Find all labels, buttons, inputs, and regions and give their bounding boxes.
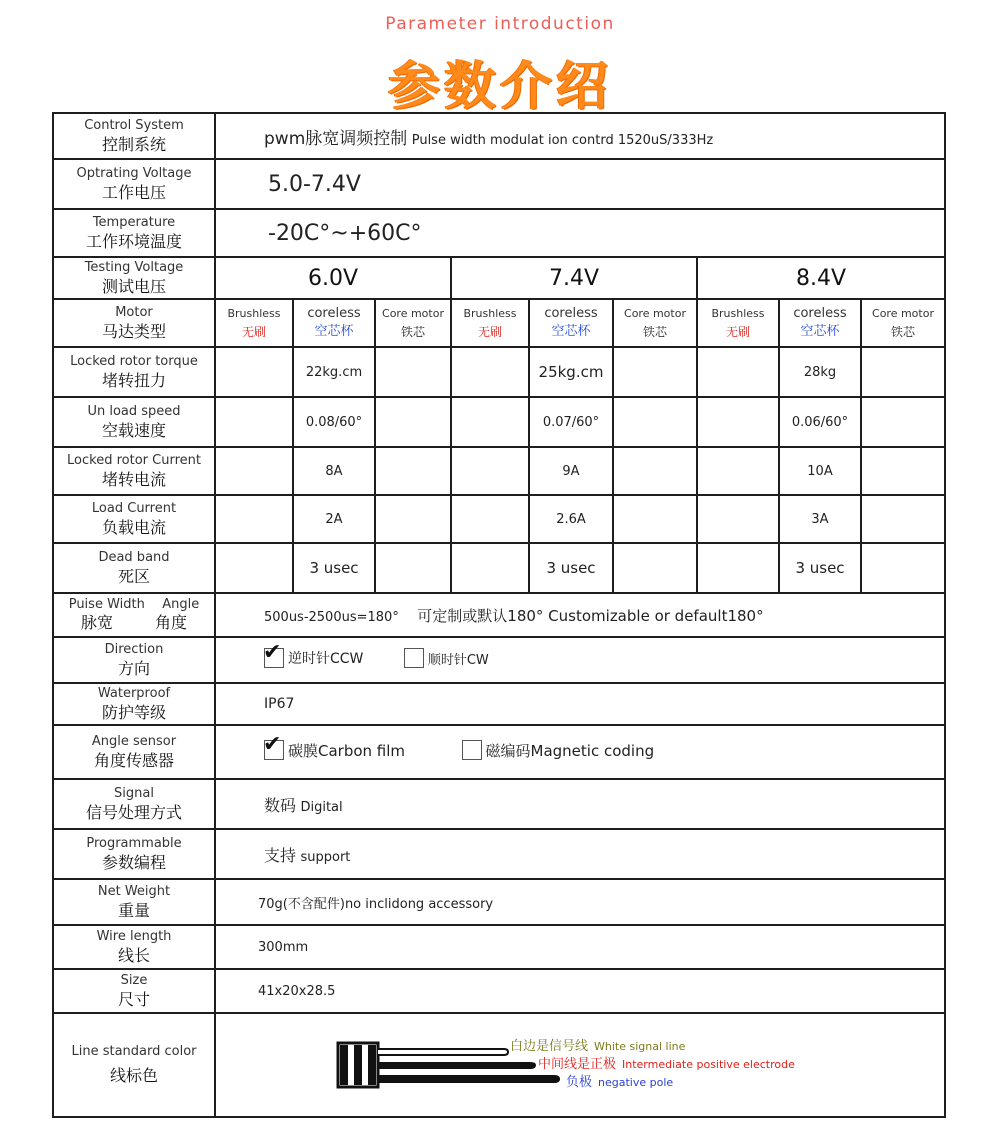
row-pulse-width — [53, 593, 945, 637]
motor-coreless — [779, 299, 861, 347]
label-en: Locked rotor torque — [70, 353, 198, 369]
row-waterproof — [53, 683, 945, 725]
motor-type-en: coreless — [793, 305, 847, 321]
label-en-pair — [54, 597, 214, 613]
label-cell — [53, 683, 215, 725]
signal-value — [215, 779, 945, 829]
label-en: Angle sensor — [91, 733, 177, 749]
motor-type-en: Core motor — [872, 306, 934, 320]
label-zh: 工作电压 — [101, 182, 166, 202]
direction-cw-label: 顺时针CW — [427, 652, 489, 668]
empty-cell — [861, 447, 945, 495]
row-line-color — [53, 1013, 945, 1117]
motor-type-en: Brushless — [711, 306, 765, 320]
row-locked-torque — [53, 347, 945, 397]
empty-cell — [451, 397, 529, 447]
row-control-system — [53, 113, 945, 159]
motor-core — [613, 299, 697, 347]
label-en: Optrating Voltage — [76, 165, 192, 181]
label-zh: 脉宽 — [80, 613, 113, 632]
white-line-zh: 白边是信号线 — [510, 1039, 589, 1054]
row-signal — [53, 779, 945, 829]
label-zh: 角度 — [154, 613, 187, 632]
label-en: Signal — [114, 785, 154, 801]
motor-type-en: coreless — [307, 305, 361, 321]
motor-type-zh: 空芯杯 — [800, 323, 840, 339]
parameter-table — [52, 112, 946, 1118]
label-cell — [53, 543, 215, 593]
middle-line-en: Intermediate positive electrode — [622, 1058, 795, 1071]
empty-cell — [697, 447, 779, 495]
label-en: Direction — [104, 641, 164, 657]
label-en: Testing Voltage — [84, 259, 184, 275]
label-zh: 负载电流 — [101, 517, 166, 537]
empty-cell — [697, 495, 779, 543]
label-en: Size — [120, 972, 148, 988]
programmable-value-zh: 支持 — [264, 845, 297, 865]
voltage-7v-header: 7.4V — [451, 257, 697, 299]
label-zh: 工作环境温度 — [85, 231, 182, 251]
sensor-value — [215, 725, 945, 779]
pulse-value — [215, 593, 945, 637]
label-zh: 马达类型 — [101, 321, 166, 341]
size-value: 41x20x28.5 — [215, 969, 945, 1013]
motor-type-en: Brushless — [227, 306, 281, 320]
row-wire-length — [53, 925, 945, 969]
dead-band-8v: 3 usec — [779, 543, 861, 593]
row-unload-speed — [53, 397, 945, 447]
motor-type-en: Brushless — [463, 306, 517, 320]
empty-cell — [697, 397, 779, 447]
wire-diagram-cell — [215, 1013, 945, 1117]
label-zh: 测试电压 — [101, 276, 166, 296]
label-cell — [53, 1013, 215, 1117]
label-en: Angle — [162, 597, 200, 612]
label-zh: 参数编程 — [101, 852, 166, 872]
voltage-value: 5.0-7.4V — [215, 159, 945, 209]
wire-diagram — [216, 1015, 944, 1115]
motor-coreless — [293, 299, 375, 347]
row-dead-band — [53, 543, 945, 593]
row-direction — [53, 637, 945, 683]
empty-cell — [861, 495, 945, 543]
empty-cell — [613, 347, 697, 397]
label-cell — [53, 347, 215, 397]
motor-brushless — [451, 299, 529, 347]
programmable-value — [215, 829, 945, 879]
signal-value-en: Digital — [300, 799, 343, 815]
empty-cell — [375, 347, 451, 397]
direction-cw-option[interactable] — [404, 648, 489, 668]
motor-type-zh: 空芯杯 — [551, 323, 591, 339]
label-zh: 方向 — [117, 658, 150, 678]
empty-cell — [215, 397, 293, 447]
motor-type-zh: 铁芯 — [642, 324, 667, 339]
label-cell — [53, 725, 215, 779]
label-cell — [53, 299, 215, 347]
torque-7v: 25kg.cm — [529, 347, 613, 397]
direction-ccw-option[interactable] — [263, 640, 364, 668]
empty-cell — [375, 543, 451, 593]
label-cell — [53, 969, 215, 1013]
empty-cell — [375, 447, 451, 495]
label-cell — [53, 829, 215, 879]
row-programmable — [53, 829, 945, 879]
empty-cell — [697, 347, 779, 397]
label-cell — [53, 925, 215, 969]
locked-current-6v: 8A — [293, 447, 375, 495]
direction-value — [215, 637, 945, 683]
label-en: Line standard color — [71, 1044, 197, 1059]
label-cell — [53, 495, 215, 543]
row-locked-current — [53, 447, 945, 495]
negative-line-label — [566, 1071, 673, 1090]
middle-line-zh: 中间线是正极 — [538, 1057, 617, 1072]
torque-8v: 28kg — [779, 347, 861, 397]
label-en: Puise Width — [68, 597, 145, 612]
label-cell — [53, 159, 215, 209]
label-en: Load Current — [91, 500, 177, 516]
label-en: Waterproof — [97, 685, 171, 701]
label-zh-pair — [54, 613, 214, 633]
label-zh: 堵转扭力 — [101, 370, 166, 390]
checkbox-empty-icon[interactable] — [462, 740, 482, 760]
load-current-6v: 2A — [293, 495, 375, 543]
motor-core — [375, 299, 451, 347]
label-zh: 尺寸 — [117, 989, 150, 1009]
label-cell — [53, 779, 215, 829]
label-en: Locked rotor Current — [67, 452, 201, 468]
label-cell — [53, 637, 215, 683]
row-operating-voltage — [53, 159, 945, 209]
label-zh: 堵转电流 — [101, 469, 166, 489]
speed-7v: 0.07/60° — [529, 397, 613, 447]
label-zh: 角度传感器 — [93, 750, 174, 770]
pulse-range: 500us-2500us=180° — [264, 609, 399, 625]
label-zh: 重量 — [117, 900, 150, 920]
dead-band-6v: 3 usec — [293, 543, 375, 593]
speed-6v: 0.08/60° — [293, 397, 375, 447]
voltage-8v-header: 8.4V — [697, 257, 945, 299]
white-line-en: White signal line — [594, 1040, 686, 1053]
direction-ccw-label: 逆时针CCW — [288, 651, 364, 667]
signal-value-zh: 数码 — [264, 795, 297, 815]
label-zh: 线长 — [117, 945, 150, 965]
label-cell — [53, 447, 215, 495]
label-en: Wire length — [96, 928, 172, 944]
pulse-note: 可定制或默认180° Customizable or default180° — [417, 606, 764, 625]
weight-value: 70g(不含配件)no inclidong accessory — [215, 879, 945, 925]
label-en: Dead band — [98, 549, 170, 565]
empty-cell — [861, 543, 945, 593]
motor-type-zh: 铁芯 — [890, 324, 915, 339]
empty-cell — [451, 447, 529, 495]
label-cell — [53, 593, 215, 637]
empty-cell — [451, 495, 529, 543]
label-zh: 死区 — [117, 566, 150, 586]
label-en: Temperature — [92, 214, 176, 230]
label-cell — [53, 209, 215, 257]
control-value-zh: pwm脉宽调频控制 — [264, 128, 408, 149]
empty-cell — [375, 495, 451, 543]
label-cell — [53, 397, 215, 447]
motor-type-zh: 无刷 — [725, 324, 750, 339]
empty-cell — [451, 347, 529, 397]
row-testing-voltage — [53, 257, 945, 299]
empty-cell — [613, 397, 697, 447]
row-motor-type — [53, 299, 945, 347]
motor-type-en: Core motor — [624, 306, 686, 320]
label-en: Net Weight — [97, 883, 171, 899]
motor-type-zh: 空芯杯 — [314, 323, 354, 339]
label-cell — [53, 879, 215, 925]
control-value-en: Pulse width modulat ion contrd 1520uS/333Hz — [411, 132, 714, 148]
motor-brushless — [697, 299, 779, 347]
motor-type-zh: 无刷 — [477, 324, 502, 339]
label-cell — [53, 113, 215, 159]
empty-cell — [215, 347, 293, 397]
sensor-magnetic-option[interactable] — [462, 740, 655, 761]
sensor-magnetic-label: 磁编码Magnetic coding — [485, 741, 655, 760]
title-chinese: 参数介绍 — [387, 57, 612, 117]
row-load-current — [53, 495, 945, 543]
empty-cell — [861, 397, 945, 447]
empty-cell — [215, 495, 293, 543]
load-current-8v: 3A — [779, 495, 861, 543]
title-english: Parameter introduction — [385, 14, 615, 34]
label-zh: 防护等级 — [101, 702, 166, 722]
locked-current-7v: 9A — [529, 447, 613, 495]
programmable-value-en: support — [300, 849, 351, 865]
torque-6v: 22kg.cm — [293, 347, 375, 397]
label-en: Un load speed — [87, 403, 181, 419]
label-zh: 线标色 — [109, 1066, 158, 1085]
white-line-label — [510, 1035, 685, 1054]
motor-coreless — [529, 299, 613, 347]
speed-8v: 0.06/60° — [779, 397, 861, 447]
label-zh: 控制系统 — [101, 134, 166, 154]
row-temperature — [53, 209, 945, 257]
motor-type-zh: 铁芯 — [400, 324, 425, 339]
middle-line-label — [538, 1053, 795, 1072]
label-en: Control System — [84, 117, 184, 133]
sensor-carbon-option[interactable] — [263, 732, 406, 761]
voltage-6v-header: 6.0V — [215, 257, 451, 299]
label-en: Programmable — [86, 835, 182, 851]
empty-cell — [451, 543, 529, 593]
row-size — [53, 969, 945, 1013]
waterproof-value: IP67 — [215, 683, 945, 725]
negative-line-en: negative pole — [598, 1076, 674, 1089]
label-zh: 信号处理方式 — [85, 802, 182, 822]
sensor-carbon-label: 碳膜Carbon film — [288, 741, 406, 760]
wire-length-value: 300mm — [215, 925, 945, 969]
empty-cell — [861, 347, 945, 397]
checkbox-checked-icon[interactable]: ✔ — [264, 740, 284, 760]
motor-type-en: coreless — [544, 305, 598, 321]
motor-core — [861, 299, 945, 347]
checkbox-empty-icon[interactable] — [404, 648, 424, 668]
motor-type-zh: 无刷 — [241, 324, 266, 339]
empty-cell — [697, 543, 779, 593]
negative-line-zh: 负极 — [566, 1075, 593, 1090]
label-en: Motor — [115, 304, 153, 320]
label-zh: 空载速度 — [101, 420, 166, 440]
checkbox-checked-icon[interactable]: ✔ — [264, 648, 284, 668]
empty-cell — [215, 543, 293, 593]
empty-cell — [613, 447, 697, 495]
row-net-weight — [53, 879, 945, 925]
value-cell — [215, 113, 945, 159]
locked-current-8v: 10A — [779, 447, 861, 495]
row-angle-sensor — [53, 725, 945, 779]
empty-cell — [613, 495, 697, 543]
motor-brushless — [215, 299, 293, 347]
empty-cell — [215, 447, 293, 495]
empty-cell — [613, 543, 697, 593]
dead-band-7v: 3 usec — [529, 543, 613, 593]
load-current-7v: 2.6A — [529, 495, 613, 543]
motor-type-en: Core motor — [382, 306, 444, 320]
empty-cell — [375, 397, 451, 447]
temperature-value: -20C°~+60C° — [215, 209, 945, 257]
label-cell — [53, 257, 215, 299]
